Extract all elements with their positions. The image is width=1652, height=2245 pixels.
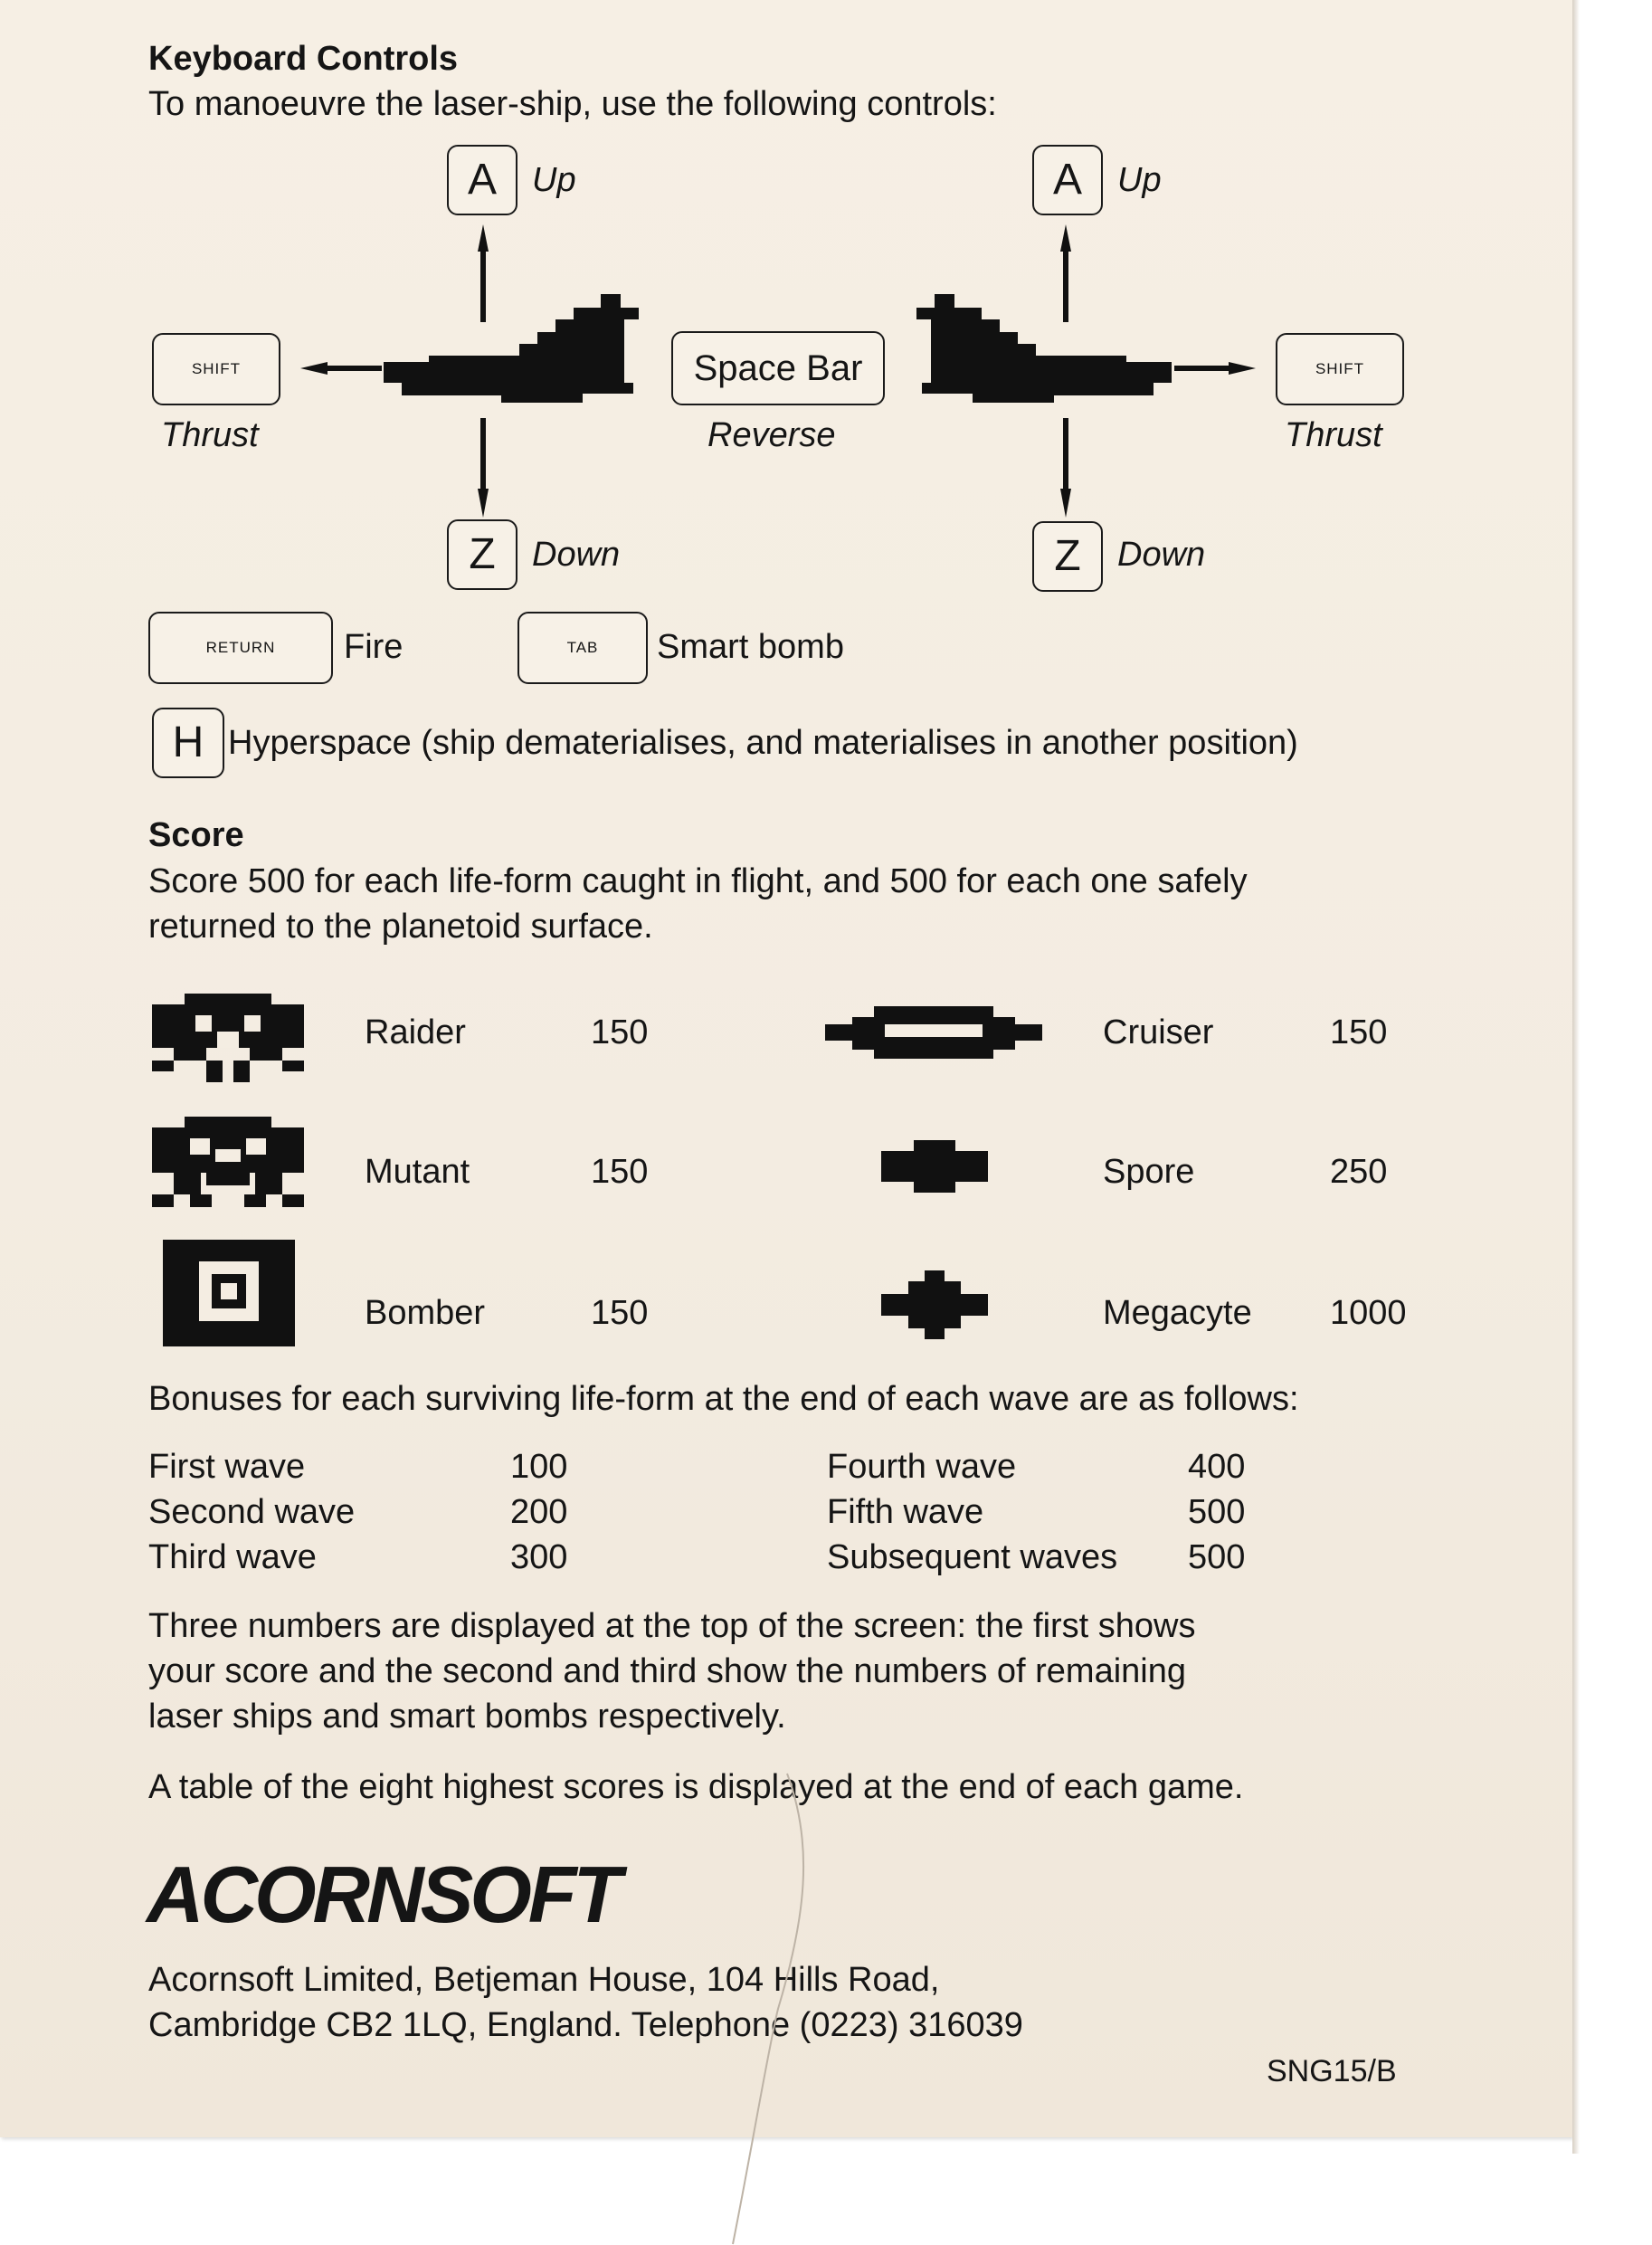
megacyte-icon: [881, 1270, 988, 1339]
hyperspace-label: Hyperspace (ship dematerialises, and materialises in another position): [228, 724, 1298, 762]
bonus-points: 500: [1188, 1493, 1246, 1531]
thrust-label-left: Thrust: [161, 416, 259, 454]
score-text-line-2: returned to the planetoid surface.: [148, 908, 653, 946]
enemy-name: Cruiser: [1103, 1013, 1214, 1051]
bonus-points: 500: [1188, 1538, 1246, 1576]
up-label-left: Up: [532, 161, 576, 199]
enemy-points: 150: [591, 1013, 649, 1051]
key-return: RETURN: [148, 612, 333, 684]
down-label-left: Down: [532, 536, 621, 574]
bonus-points: 100: [510, 1448, 568, 1486]
screen-info-line-1: Three numbers are displayed at the top of the screen: the first shows: [148, 1607, 1196, 1645]
mutant-icon: [152, 1117, 304, 1218]
thrust-label-right: Thrust: [1285, 416, 1382, 454]
key-tab: TAB: [517, 612, 648, 684]
enemy-points: 150: [591, 1153, 649, 1191]
enemy-name: Spore: [1103, 1153, 1195, 1191]
bonus-wave: Fifth wave: [827, 1493, 984, 1531]
arrow-down-right-icon: [1060, 418, 1071, 518]
key-shift-left: SHIFT: [152, 333, 280, 405]
address-line-2: Cambridge CB2 1LQ, England. Telephone (0223) 316039: [148, 2006, 1023, 2044]
up-label-right: Up: [1117, 161, 1162, 199]
laser-ship-right-facing-icon: [384, 294, 646, 403]
key-a-right: A: [1032, 145, 1103, 215]
keyboard-intro: To manoeuvre the laser-ship, use the following controls:: [148, 85, 997, 123]
laser-ship-left-facing-icon: [909, 294, 1172, 403]
page-edge: [1572, 0, 1580, 2154]
keyboard-controls-heading: Keyboard Controls: [148, 40, 459, 78]
bonus-points: 300: [510, 1538, 568, 1576]
key-z-left: Z: [447, 519, 517, 590]
bonus-wave: Fourth wave: [827, 1448, 1017, 1486]
bonus-points: 400: [1188, 1448, 1246, 1486]
enemy-name: Megacyte: [1103, 1294, 1252, 1332]
arrow-left-icon: [300, 362, 382, 375]
paper-crease: [715, 1774, 823, 2244]
bonus-wave: Second wave: [148, 1493, 356, 1531]
cruiser-icon: [825, 1006, 1042, 1059]
enemy-name: Mutant: [365, 1153, 470, 1191]
enemy-points: 150: [1330, 1013, 1388, 1051]
enemy-name: Bomber: [365, 1294, 486, 1332]
bonus-wave: Third wave: [148, 1538, 317, 1576]
acornsoft-logo: ACORNSOFT: [147, 1850, 619, 1939]
arrow-down-left-icon: [478, 418, 489, 518]
key-z-right: Z: [1032, 521, 1103, 592]
smart-bomb-label: Smart bomb: [657, 628, 844, 666]
bonus-wave: First wave: [148, 1448, 306, 1486]
screen-info-line-2: your score and the second and third show the numbers of remaining: [148, 1652, 1186, 1690]
document-code: SNG15/B: [1267, 2054, 1397, 2088]
reverse-label: Reverse: [707, 416, 836, 454]
bomber-icon: [163, 1240, 295, 1346]
fire-label: Fire: [344, 628, 404, 666]
high-score-table-note: A table of the eight highest scores is displayed at the end of each game.: [148, 1768, 1244, 1806]
key-h: H: [152, 708, 224, 778]
enemy-points: 150: [591, 1294, 649, 1332]
score-text-line-1: Score 500 for each life-form caught in flight, and 500 for each one safely: [148, 862, 1248, 900]
down-label-right: Down: [1117, 536, 1206, 574]
raider-icon: [152, 994, 304, 1082]
address-line-1: Acornsoft Limited, Betjeman House, 104 Hills Road,: [148, 1961, 940, 1999]
enemy-name: Raider: [365, 1013, 466, 1051]
enemy-points: 1000: [1330, 1294, 1407, 1332]
key-space-bar: Space Bar: [671, 331, 885, 405]
key-a-left: A: [447, 145, 517, 215]
score-heading: Score: [148, 816, 244, 854]
bonus-points: 200: [510, 1493, 568, 1531]
bonus-wave: Subsequent waves: [827, 1538, 1118, 1576]
arrow-right-icon: [1174, 362, 1256, 375]
bonus-intro: Bonuses for each surviving life-form at the end of each wave are as follows:: [148, 1380, 1299, 1418]
enemy-points: 250: [1330, 1153, 1388, 1191]
key-shift-right: SHIFT: [1276, 333, 1404, 405]
screen-info-line-3: laser ships and smart bombs respectively.: [148, 1698, 786, 1736]
spore-icon: [881, 1140, 988, 1193]
